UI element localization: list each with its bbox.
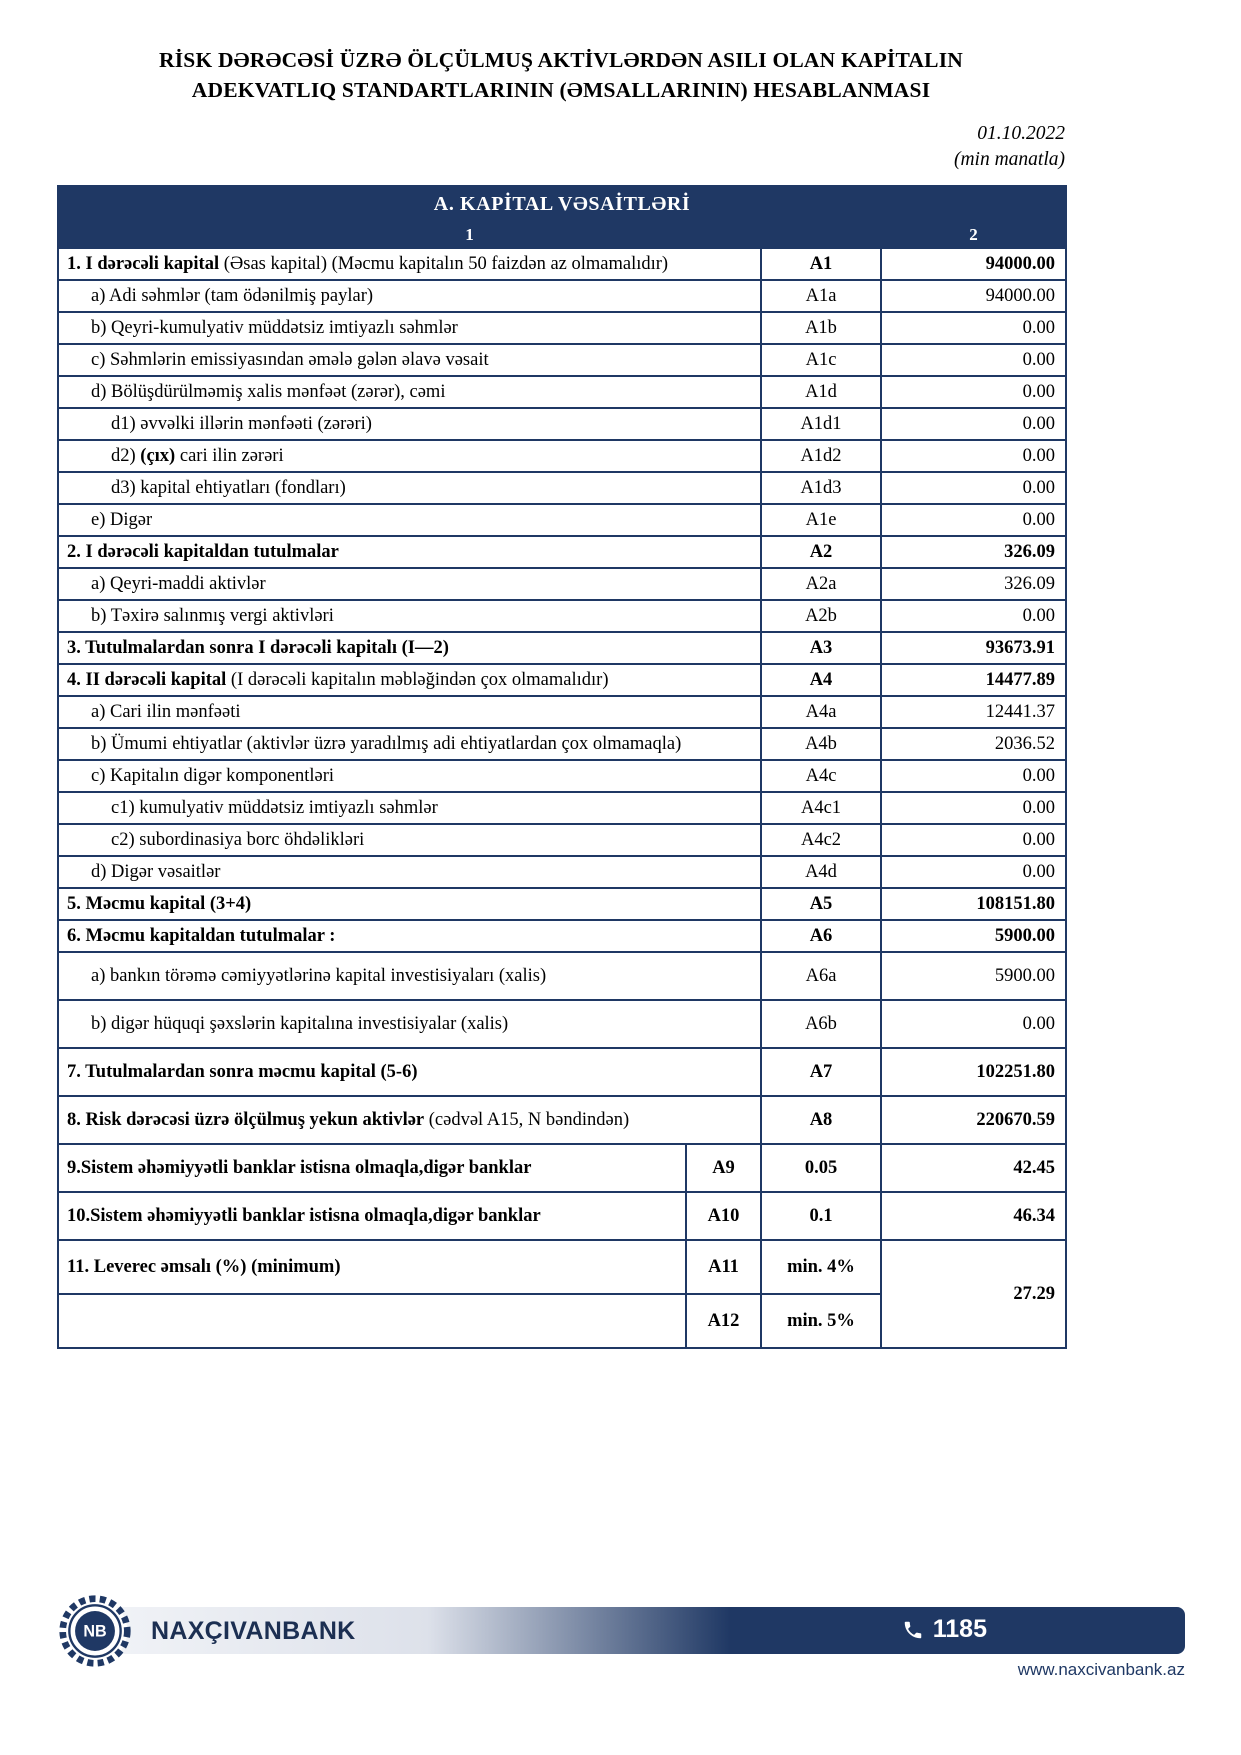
row-value: 94000.00 (881, 248, 1066, 280)
table-row (58, 312, 1066, 344)
table-row (58, 440, 1066, 472)
row-code: A9 (686, 1144, 761, 1192)
row-code: A4a (761, 696, 881, 728)
table-row (58, 632, 1066, 664)
table-row (58, 344, 1066, 376)
row-code: A6 (761, 920, 881, 952)
bank-name: NAXÇIVANBANK (151, 1617, 356, 1645)
table-row (58, 760, 1066, 792)
table-row (58, 664, 1066, 696)
row-label: b) digər hüquqi şəxslərin kapitalına investisiyalar (xalis) (58, 1000, 761, 1048)
row-value: 0.00 (881, 600, 1066, 632)
logo-monogram: NB (83, 1622, 107, 1641)
row-label: d2) (çıx) cari ilin zərəri (58, 440, 761, 472)
row-label: c) Kapitalın digər komponentləri (58, 760, 761, 792)
table-row (58, 1240, 1066, 1294)
row-label (58, 1294, 686, 1348)
table-row (58, 952, 1066, 1000)
row-value: 0.00 (881, 408, 1066, 440)
row-value: 0.00 (881, 1000, 1066, 1048)
table-row (58, 568, 1066, 600)
row-code: A1d2 (761, 440, 881, 472)
row-value: 46.34 (881, 1192, 1066, 1240)
row-coefficient: min. 4% (761, 1240, 881, 1294)
row-label: 10.Sistem əhəmiyyətli banklar istisna olmaqla,digər banklar (58, 1192, 686, 1240)
table-row (58, 1048, 1066, 1096)
table-row (58, 1192, 1066, 1240)
row-label: a) Qeyri-maddi aktivlər (58, 568, 761, 600)
row-label: b) Ümumi ehtiyatlar (aktivlər üzrə yaradılmış adi ehtiyatlardan çox olmamaqla) (58, 728, 761, 760)
row-value: 5900.00 (881, 952, 1066, 1000)
row-value: 0.00 (881, 824, 1066, 856)
row-value: 0.00 (881, 440, 1066, 472)
row-label: b) Təxirə salınmış vergi aktivləri (58, 600, 761, 632)
table-section-title: A. KAPİTAL VƏSAİTLƏRİ (58, 186, 1066, 222)
row-code: A7 (761, 1048, 881, 1096)
row-label: a) bankın törəmə cəmiyyətlərinə kapital investisiyaları (xalis) (58, 952, 761, 1000)
page-title (57, 46, 1065, 105)
row-value: 2036.52 (881, 728, 1066, 760)
table-row (58, 696, 1066, 728)
table-row (58, 1096, 1066, 1144)
row-label: 5. Məcmu kapital (3+4) (58, 888, 761, 920)
row-value: 14477.89 (881, 664, 1066, 696)
row-code: A4c (761, 760, 881, 792)
row-code: A1e (761, 504, 881, 536)
column-header-1: 1 (58, 222, 881, 248)
row-code: A3 (761, 632, 881, 664)
row-code: A1c (761, 344, 881, 376)
bank-logo-icon (57, 1593, 133, 1669)
row-value: 0.00 (881, 312, 1066, 344)
row-code: A4 (761, 664, 881, 696)
table-row (58, 376, 1066, 408)
table-row (58, 280, 1066, 312)
unit-note: (min manatla) (953, 148, 1065, 170)
row-value: 5900.00 (881, 920, 1066, 952)
column-header-2: 2 (881, 222, 1066, 248)
row-label: d1) əvvəlki illərin mənfəəti (zərəri) (58, 408, 761, 440)
row-code: A6b (761, 1000, 881, 1048)
table-row (58, 1000, 1066, 1048)
row-label: c1) kumulyativ müddətsiz imtiyazlı səhmlər (58, 792, 761, 824)
table-row (58, 248, 1066, 280)
table-row (58, 824, 1066, 856)
row-value: 220670.59 (881, 1096, 1066, 1144)
row-label: 8. Risk dərəcəsi üzrə ölçülmuş yekun aktivlər (cədvəl A15, N bəndindən) (58, 1096, 761, 1144)
row-label: a) Adi səhmlər (tam ödənilmiş paylar) (58, 280, 761, 312)
row-label: 9.Sistem əhəmiyyətli banklar istisna olmaqla,digər banklar (58, 1144, 686, 1192)
row-code: A6a (761, 952, 881, 1000)
row-code: A4c2 (761, 824, 881, 856)
row-value: 326.09 (881, 568, 1066, 600)
table-row (58, 856, 1066, 888)
footer (57, 1597, 1185, 1693)
capital-table-body (58, 248, 1066, 1348)
table-row (58, 600, 1066, 632)
row-code: A4b (761, 728, 881, 760)
row-code: A4c1 (761, 792, 881, 824)
row-value: 94000.00 (881, 280, 1066, 312)
row-label: 7. Tutulmalardan sonra məcmu kapital (5-6) (58, 1048, 761, 1096)
row-value: 93673.91 (881, 632, 1066, 664)
table-row (58, 408, 1066, 440)
report-date: 01.10.2022 (977, 123, 1065, 145)
row-code: A12 (686, 1294, 761, 1348)
row-value: 42.45 (881, 1144, 1066, 1192)
row-value: 0.00 (881, 376, 1066, 408)
phone-icon (902, 1619, 924, 1641)
row-value: 326.09 (881, 536, 1066, 568)
row-code: A10 (686, 1192, 761, 1240)
row-value: 0.00 (881, 472, 1066, 504)
row-code: A2a (761, 568, 881, 600)
row-label: 3. Tutulmalardan sonra I dərəcəli kapitalı (I—2) (58, 632, 761, 664)
table-row (58, 472, 1066, 504)
phone-number: 1185 (932, 1615, 987, 1643)
row-label: 2. I dərəcəli kapitaldan tutulmalar (58, 536, 761, 568)
table-row (58, 728, 1066, 760)
row-label: 6. Məcmu kapitaldan tutulmalar : (58, 920, 761, 952)
row-label: d) Digər vəsaitlər (58, 856, 761, 888)
row-value: 0.00 (881, 792, 1066, 824)
table-row (58, 920, 1066, 952)
page-title-line2: ADEKVATLIQ STANDARTLARININ (ƏMSALLARININ) HESABLANMASI (191, 77, 931, 102)
row-label: 4. II dərəcəli kapital (I dərəcəli kapitalın məbləğindən çox olmamalıdır) (58, 664, 761, 696)
row-code: A1a (761, 280, 881, 312)
row-coefficient: 0.05 (761, 1144, 881, 1192)
row-code: A11 (686, 1240, 761, 1294)
row-code: A8 (761, 1096, 881, 1144)
table-row (58, 536, 1066, 568)
row-value: 27.29 (881, 1240, 1066, 1348)
row-code: A2b (761, 600, 881, 632)
table-row (58, 792, 1066, 824)
row-value: 0.00 (881, 856, 1066, 888)
row-code: A2 (761, 536, 881, 568)
row-coefficient: min. 5% (761, 1294, 881, 1348)
row-code: A5 (761, 888, 881, 920)
table-row (58, 504, 1066, 536)
row-value: 12441.37 (881, 696, 1066, 728)
row-label: d) Bölüşdürülməmiş xalis mənfəət (zərər), cəmi (58, 376, 761, 408)
row-code: A1 (761, 248, 881, 280)
row-label: a) Cari ilin mənfəəti (58, 696, 761, 728)
page-title-line1: RİSK DƏRƏCƏSİ ÜZRƏ ÖLÇÜLMUŞ AKTİVLƏRDƏN ASILI OLAN KAPİTALIN (159, 48, 963, 72)
row-code: A1b (761, 312, 881, 344)
row-value: 102251.80 (881, 1048, 1066, 1096)
website-link[interactable]: www.naxcivanbank.az (1017, 1660, 1185, 1679)
row-value: 0.00 (881, 504, 1066, 536)
row-label: c2) subordinasiya borc öhdəlikləri (58, 824, 761, 856)
row-code: A1d1 (761, 408, 881, 440)
row-coefficient: 0.1 (761, 1192, 881, 1240)
date-block (57, 121, 1065, 172)
row-label: e) Digər (58, 504, 761, 536)
capital-table (57, 185, 1067, 1349)
row-label: d3) kapital ehtiyatları (fondları) (58, 472, 761, 504)
row-value: 108151.80 (881, 888, 1066, 920)
table-row (58, 888, 1066, 920)
row-value: 0.00 (881, 344, 1066, 376)
table-row (58, 1144, 1066, 1192)
row-code: A4d (761, 856, 881, 888)
row-label: b) Qeyri-kumulyativ müddətsiz imtiyazlı səhmlər (58, 312, 761, 344)
row-code: A1d (761, 376, 881, 408)
row-code: A1d3 (761, 472, 881, 504)
row-label: 11. Leverec əmsalı (%) (minimum) (58, 1240, 686, 1294)
row-value: 0.00 (881, 760, 1066, 792)
row-label: 1. I dərəcəli kapital (Əsas kapital) (Məcmu kapitalın 50 faizdən az olmamalıdır) (58, 248, 761, 280)
row-label: c) Səhmlərin emissiyasından əmələ gələn əlavə vəsait (58, 344, 761, 376)
phone-block (902, 1615, 987, 1644)
